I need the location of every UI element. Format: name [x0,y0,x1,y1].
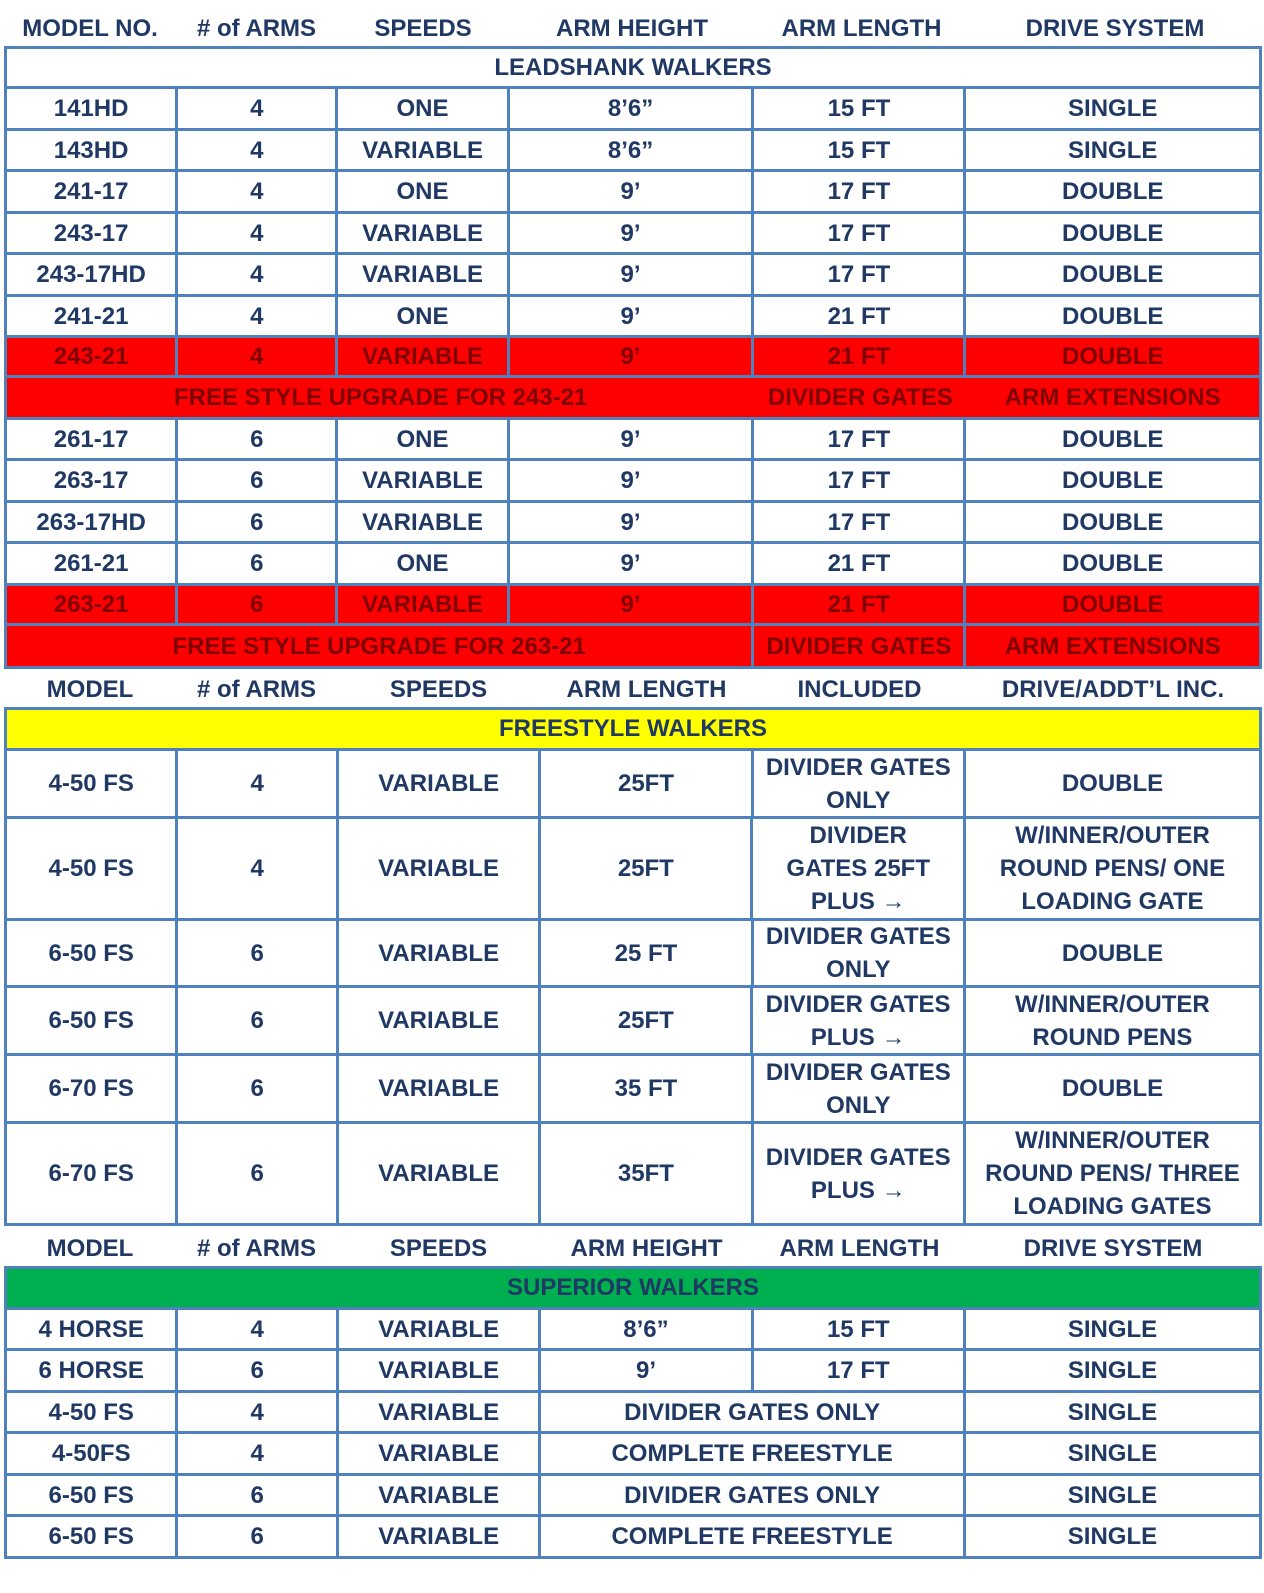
header-arm-length: ARM LENGTH [779,1234,940,1262]
cell-drive-addtl: DOUBLE [1061,770,1164,797]
cell-arms: 6 [178,586,338,623]
cell-model: 4 HORSE [7,1310,178,1348]
cell-speeds: ONE [338,420,509,458]
header-arms: # of ARMS [196,1234,317,1262]
upgrade-arm-extensions: ARM EXTENSIONS [1004,632,1221,660]
cell-arm-height: 8’6” [510,131,755,169]
cell-arms: 6 [178,921,339,985]
freestyle-header-row [4,669,1262,709]
cell-arm-height: 9’ [541,1351,753,1390]
cell-model: 261-21 [7,544,178,583]
cell-arm-height: 9’ [510,255,755,294]
cell-arm-height: 8’6” [510,89,755,128]
table-row [4,89,1262,131]
cell-speeds: VARIABLE [339,1476,541,1514]
upgrade-row [4,378,1262,420]
cell-model: 263-17 [7,461,178,500]
cell-speeds: VARIABLE [339,1310,541,1348]
cell-drive-addtl: DOUBLE [1061,939,1164,967]
cell-arms: 6 [178,1124,338,1223]
cell-drive: DOUBLE [1062,261,1164,288]
cell-speeds: VARIABLE [339,988,541,1053]
table-row [4,131,1262,172]
cell-arm-length: 17 FT [754,214,966,252]
cell-speeds: ONE [338,89,509,128]
cell-arm-height: 9’ [510,172,755,211]
header-arm-height: ARM HEIGHT [570,1234,723,1262]
cell-speeds: VARIABLE [339,1351,541,1390]
cell-speeds: VARIABLE [339,1124,541,1223]
cell-arms: 4 [178,338,338,375]
cell-included: DIVIDER GATES PLUS → [754,1124,966,1223]
cell-speeds: VARIABLE [338,255,509,294]
table-row [4,420,1262,461]
cell-arms: 4 [178,1393,339,1431]
cell-drive: DOUBLE [1062,178,1164,205]
cell-arms: 4 [178,214,338,252]
cell-model: 4-50 FS [7,1393,178,1431]
cell-drive: SINGLE [1067,1523,1158,1550]
cell-arms: 4 [178,131,338,169]
cell-model: 141HD [7,89,178,128]
cell-speeds: VARIABLE [339,921,541,985]
cell-speeds: ONE [338,297,509,335]
upgrade-row [4,626,1262,669]
cell-drive: SINGLE [1067,1357,1158,1384]
cell-drive-addtl: W/INNER/OUTER ROUND PENS [1015,990,1210,1051]
cell-arms: 4 [178,1434,339,1473]
upgrade-divider-gates: DIVIDER GATES [754,626,966,666]
cell-model: 241-21 [7,297,178,335]
cell-arms: 6 [178,1517,339,1556]
cell-arms: 6 [178,461,338,500]
cell-drive: DOUBLE [1062,219,1164,247]
cell-arm-length: 25 FT [541,921,753,985]
cell-drive: SINGLE [1067,1440,1158,1467]
cell-arm-height: 9’ [510,544,755,583]
highlighted-row [4,586,1262,626]
cell-arm-length: 35FT [541,1124,753,1223]
cell-arm-length: 15 FT [754,1310,966,1348]
cell-speeds: VARIABLE [339,1393,541,1431]
cell-arm-length: 35 FT [541,1056,753,1121]
cell-arm-length: 25FT [541,988,753,1053]
superior-title-banner [4,1266,1262,1310]
cell-arm-height: 9’ [510,503,755,541]
upgrade-label: FREE STYLE UPGRADE FOR 263-21 [7,626,754,666]
upgrade-label: FREE STYLE UPGRADE FOR 243-21 [173,384,588,411]
cell-speeds: VARIABLE [338,338,509,375]
cell-arm-length: 21 FT [754,338,966,375]
cell-drive: DOUBLE [1062,425,1164,453]
cell-drive-addtl: W/INNER/OUTER ROUND PENS/ THREE LOADING GATES [985,1127,1240,1220]
cell-model: 4-50 FS [7,751,178,816]
cell-model: 4-50FS [7,1434,178,1473]
header-model-no: MODEL NO. [22,14,158,42]
cell-drive: SINGLE [1068,136,1158,164]
cell-model: 143HD [7,131,178,169]
table-row [4,172,1262,214]
table-row [4,751,1262,819]
cell-speeds: VARIABLE [339,1434,541,1473]
table-row [4,819,1262,921]
section-title: LEADSHANK WALKERS [494,53,772,81]
header-drive-system: DRIVE SYSTEM [1023,1234,1203,1262]
table-row [4,297,1262,338]
header-speeds: SPEEDS [374,14,472,42]
superior-header-row [4,1228,1262,1268]
cell-arms: 6 [178,1056,339,1121]
header-speeds: SPEEDS [389,675,488,703]
cell-arm-length: 17 FT [754,420,966,458]
cell-included: DIVIDER GATES ONLY [754,1056,966,1121]
cell-model: 4-50 FS [7,819,178,918]
header-drive-system: DRIVE SYSTEM [1025,14,1205,42]
cell-arm-length: 17 FT [754,172,966,211]
cell-drive: SINGLE [1067,1481,1158,1509]
cell-speeds: VARIABLE [339,1517,541,1556]
cell-model: 6-70 FS [7,1124,178,1223]
cell-model: 243-21 [7,338,178,375]
table-row [4,255,1262,297]
cell-arm-length: 21 FT [754,544,966,583]
upgrade-arm-extensions: ARM EXTENSIONS [1004,384,1221,411]
header-speeds: SPEEDS [389,1234,488,1262]
table-row [4,1517,1262,1559]
cell-speeds: VARIABLE [338,586,509,623]
cell-drive-addtl: DOUBLE [1061,1075,1164,1102]
freestyle-title-banner [4,707,1262,751]
cell-model: 6-50 FS [7,988,178,1053]
cell-model: 6-50 FS [7,921,178,985]
header-included: INCLUDED [797,675,922,703]
cell-model: 263-17HD [7,503,178,541]
cell-arm-length: 17 FT [754,1351,966,1390]
cell-drive: SINGLE [1068,95,1158,122]
cell-speeds: ONE [338,172,509,211]
table-row [4,1434,1262,1476]
cell-arms: 6 [178,420,338,458]
cell-configuration: COMPLETE FREESTYLE [541,1517,966,1556]
cell-arms: 6 [178,544,338,583]
cell-drive: DOUBLE [1062,508,1164,536]
header-drive-addtl: DRIVE/ADDT’L INC. [1001,675,1225,703]
section-title: SUPERIOR WALKERS [506,1274,760,1301]
cell-speeds: VARIABLE [338,131,509,169]
cell-arms: 4 [178,297,338,335]
cell-arms: 6 [178,1476,339,1514]
table-row [4,1351,1262,1393]
cell-arm-height: 9’ [510,338,755,375]
cell-drive: SINGLE [1067,1398,1158,1426]
cell-drive: DOUBLE [1062,550,1164,577]
cell-arm-height: 9’ [510,297,755,335]
cell-speeds: VARIABLE [338,214,509,252]
cell-included: DIVIDER GATES ONLY [754,921,966,985]
cell-model: 243-17 [7,214,178,252]
cell-arms: 6 [178,1351,339,1390]
cell-arm-length: 15 FT [754,131,966,169]
table-row [4,1124,1262,1226]
section-title: FREESTYLE WALKERS [498,715,768,742]
cell-arms: 6 [178,988,338,1053]
cell-arms: 4 [178,172,338,211]
cell-configuration: COMPLETE FREESTYLE [541,1434,966,1473]
header-arm-length: ARM LENGTH [781,14,942,42]
cell-drive-addtl: W/INNER/OUTER ROUND PENS/ ONE LOADING GATE [999,822,1226,915]
cell-model: 263-21 [7,586,178,623]
cell-model: 243-17HD [7,255,178,294]
table-row [4,921,1262,988]
cell-included: DIVIDER GATES 25FT PLUS → [753,819,965,918]
cell-arms: 4 [178,255,338,294]
cell-arm-length: 25FT [541,819,753,918]
table-row [4,461,1262,503]
cell-model: 6-50 FS [7,1517,178,1556]
leadshank-header-row [4,8,1262,48]
cell-arm-length: 17 FT [754,255,966,294]
cell-drive: SINGLE [1067,1315,1158,1343]
cell-arm-length: 21 FT [754,586,966,623]
highlighted-row [4,338,1262,378]
cell-arms: 4 [178,1310,339,1348]
cell-drive: DOUBLE [1062,467,1164,494]
cell-speeds: ONE [338,544,509,583]
table-row [4,1310,1262,1351]
cell-speeds: VARIABLE [338,503,509,541]
cell-configuration: DIVIDER GATES ONLY [541,1476,966,1514]
cell-speeds: VARIABLE [339,819,541,918]
cell-arm-height: 8’6” [541,1310,753,1348]
cell-arm-length: 25FT [541,751,753,816]
cell-arm-length: 17 FT [754,503,966,541]
cell-arm-height: 9’ [510,586,755,623]
cell-drive: DOUBLE [1062,343,1164,370]
header-model: MODEL [46,1234,134,1262]
cell-model: 6-50 FS [7,1476,178,1514]
cell-drive: DOUBLE [1062,302,1164,330]
header-arm-length: ARM LENGTH [566,675,727,703]
cell-model: 6 HORSE [7,1351,178,1390]
cell-arms: 6 [178,503,338,541]
leadshank-title-banner [4,46,1262,89]
table-row [4,1393,1262,1434]
cell-arm-height: 9’ [510,461,755,500]
cell-speeds: VARIABLE [338,461,509,500]
cell-model: 241-17 [7,172,178,211]
cell-model: 6-70 FS [7,1056,178,1121]
cell-model: 261-17 [7,420,178,458]
cell-arms: 4 [178,89,338,128]
cell-arms: 4 [178,751,339,816]
cell-included: DIVIDER GATES PLUS → [753,988,965,1053]
upgrade-divider-gates: DIVIDER GATES [767,384,953,411]
table-row [4,214,1262,255]
cell-configuration: DIVIDER GATES ONLY [541,1393,966,1431]
cell-speeds: VARIABLE [339,1056,541,1121]
cell-arm-length: 21 FT [754,297,966,335]
cell-arm-length: 17 FT [754,461,966,500]
table-row [4,544,1262,586]
cell-arm-height: 9’ [510,214,755,252]
table-row [4,503,1262,544]
table-row [4,1476,1262,1517]
header-arm-height: ARM HEIGHT [556,14,708,42]
header-arms: # of ARMS [196,675,317,703]
table-row [4,988,1262,1056]
header-model: MODEL [46,675,134,703]
cell-drive: DOUBLE [1062,591,1164,618]
table-row [4,1056,1262,1124]
cell-included: DIVIDER GATES ONLY [754,751,966,816]
cell-arms: 4 [178,819,338,918]
header-arms: # of ARMS [196,14,317,42]
cell-arm-height: 9’ [510,420,755,458]
cell-speeds: VARIABLE [339,751,541,816]
cell-arm-length: 15 FT [754,89,966,128]
